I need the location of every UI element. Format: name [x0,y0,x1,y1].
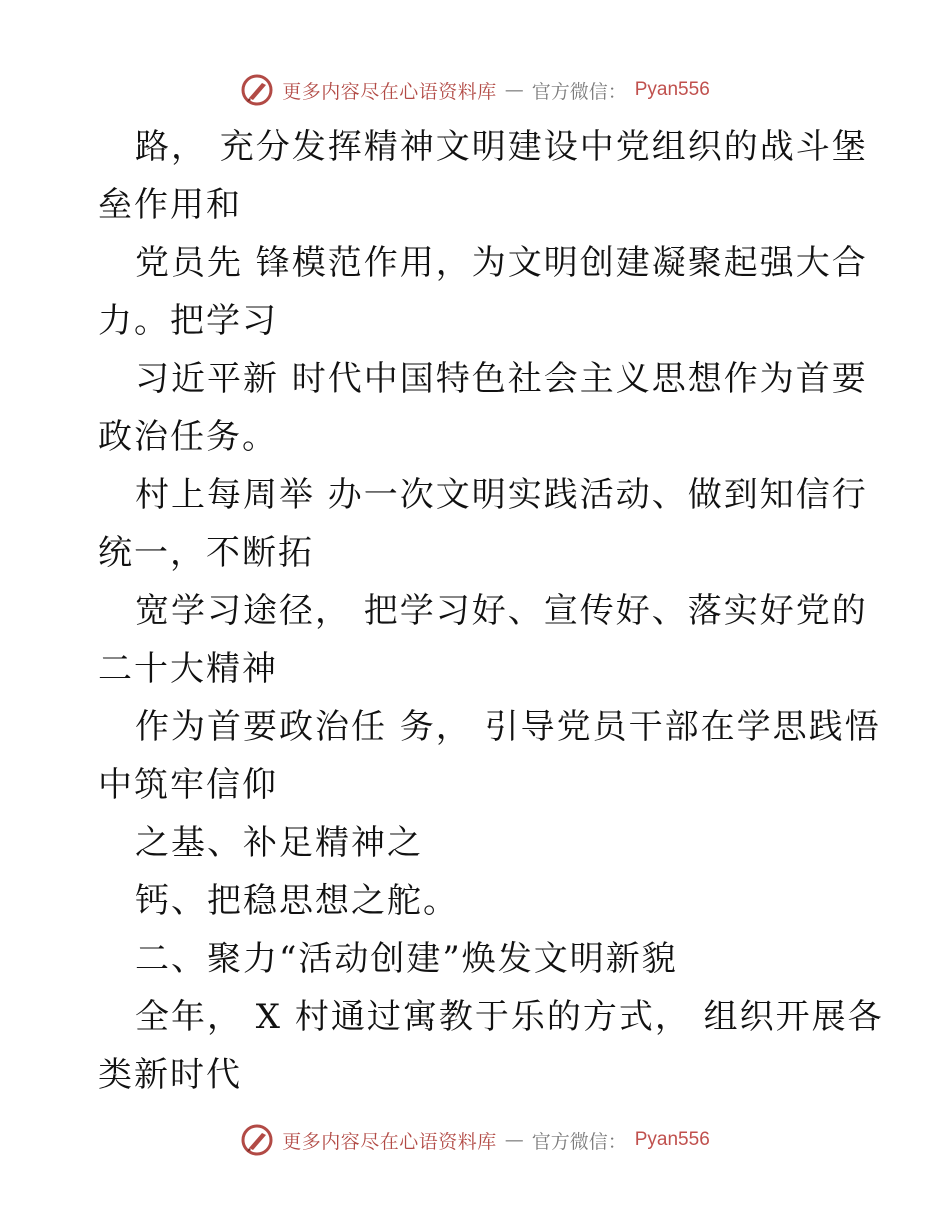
body-line: 全年， X 村通过寓教于乐的方式， 组织开展各 [135,997,884,1037]
body-line: 垒作用和 [98,185,242,225]
quill-logo-icon [240,1123,274,1157]
document-body [98,118,884,1104]
footer-text: 更多内容尽在心语资料库 [282,1130,497,1153]
body-line: 之基、补足精神之 [135,823,423,863]
header-label: 官方微信： [531,80,627,103]
body-line: 政治任务。 [98,417,278,457]
body-line: 钙、把稳思想之舵。 [135,881,459,921]
body-line: 路， 充分发挥精神文明建设中党组织的战斗堡 [135,127,868,167]
body-line: 中筑牢信仰 [98,765,278,805]
body-line: 二十大精神 [98,649,278,689]
footer-separator: — [504,1129,524,1151]
footer-label: 官方微信： [531,1130,627,1153]
body-line: 习近平新 时代中国特色社会主义思想作为首要 [135,359,868,399]
body-line: 作为首要政治任 务， 引导党员干部在学思践悟 [135,707,881,747]
header-banner [0,70,950,110]
section-heading: 二、聚力“活动创建”焕发文明新貌 [135,939,678,979]
body-line: 类新时代 [98,1055,242,1095]
header-text: 更多内容尽在心语资料库 [282,80,497,103]
body-line: 统一，不断拓 [98,533,314,573]
body-line: 村上每周举 办一次文明实践活动、做到知信行 [135,475,868,515]
header-wechat-id: Pyan556 [634,79,710,100]
body-line: 党员先 锋模范作用，为文明创建凝聚起强大合 [135,243,868,283]
body-line: 宽学习途径， 把学习好、宣传好、落实好党的 [135,591,868,631]
footer-banner [0,1120,950,1160]
footer-wechat-id: Pyan556 [634,1129,710,1150]
header-separator: — [504,79,524,101]
quill-logo-icon [240,73,274,107]
body-line: 力。把学习 [98,301,278,341]
